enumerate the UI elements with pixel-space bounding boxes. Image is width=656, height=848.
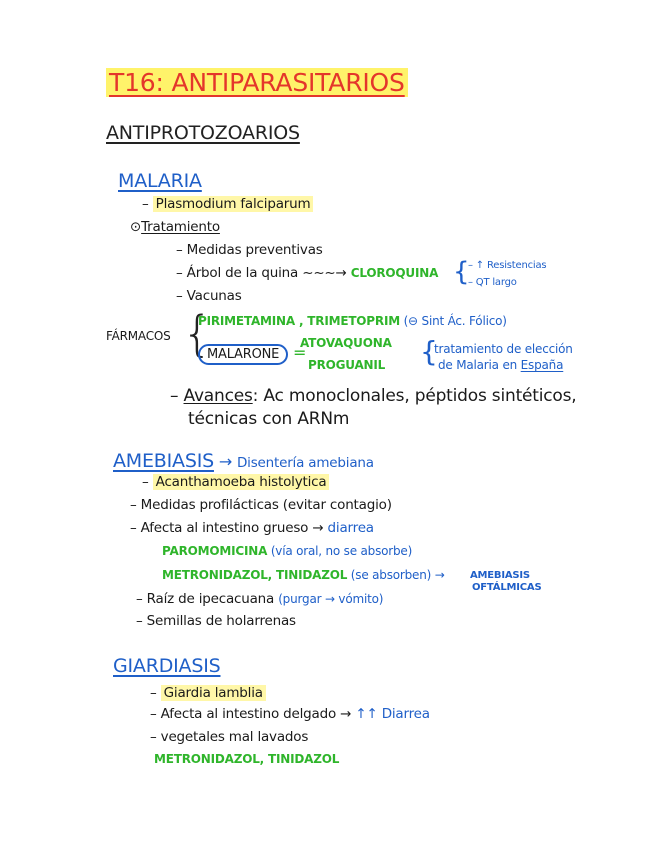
amebiasis-item-2: – Afecta al intestino grueso → diarrea xyxy=(130,520,374,536)
giardiasis-organism: Giardia lamblia xyxy=(161,685,266,701)
malaria-heading: MALARIA xyxy=(118,170,202,192)
tratamiento-label: Tratamiento xyxy=(141,219,220,235)
proguanil: PROGUANIL xyxy=(308,358,386,372)
qt-largo-note: – QT largo xyxy=(468,277,517,288)
section-heading-antiprotozoarios: ANTIPROTOZOARIOS xyxy=(106,122,300,144)
eleccion-line-2 xyxy=(438,358,563,372)
malarone-eq: = xyxy=(293,343,307,362)
pirimetamina-line xyxy=(198,314,507,328)
malaria-organism-line: – Plasmodium falciparum xyxy=(142,196,313,212)
malaria-item-2-text: Árbol de la quina xyxy=(186,265,299,281)
amebiasis-item-2-arrow: → xyxy=(312,520,324,536)
bullet-icon: ⊙ xyxy=(130,219,142,235)
metronidazol-arrow: → xyxy=(434,568,445,582)
malaria-item-1-text: Medidas preventivas xyxy=(186,242,323,258)
eleccion-line-1: tratamiento de elección xyxy=(434,342,573,356)
avances-label: Avances xyxy=(183,386,253,406)
malarone-pill: MALARONE xyxy=(198,344,288,365)
amebiasis-arrow: → xyxy=(218,452,233,471)
avances-text-1: : Ac monoclonales, péptidos sintéticos, xyxy=(252,386,577,406)
semillas-text: Semillas de holarrenas xyxy=(146,613,296,629)
diarrea: diarrea xyxy=(327,520,374,536)
giardiasis-diarrea: ↑↑ Diarrea xyxy=(355,706,430,722)
paromomicina-line xyxy=(162,544,412,558)
brace-icon: { xyxy=(453,257,470,287)
raiz-line: – Raíz de ipecacuana (purgar → vómito) xyxy=(136,591,384,607)
semillas-line: – Semillas de holarrenas xyxy=(136,613,296,629)
espana: España xyxy=(520,358,564,372)
amebiasis-item-1: – Medidas profilácticas (evitar contagio) xyxy=(130,497,392,513)
disenteria: Disentería amebiana xyxy=(236,455,374,471)
paromomicina-note: (vía oral, no se absorbe) xyxy=(270,544,413,558)
cloroquina: CLOROQUINA xyxy=(350,266,439,280)
giardiasis-item-1-arrow: → xyxy=(340,706,352,722)
qt-largo-text: QT largo xyxy=(475,277,517,288)
amebiasis-ext-1: AMEBIASIS xyxy=(470,570,530,581)
avances-line-2: técnicas con ARNm xyxy=(188,409,350,429)
resistencias-text: ↑ Resistencias xyxy=(475,260,547,271)
giardiasis-item-2-text: vegetales mal lavados xyxy=(160,729,309,745)
paromomicina: PAROMOMICINA xyxy=(162,544,268,558)
giardiasis-drugs: METRONIDAZOL, TINIDAZOL xyxy=(154,752,340,766)
farmacos-label: FÁRMACOS xyxy=(106,329,171,343)
malarone-line xyxy=(198,343,306,362)
amebiasis-item-1-text: Medidas profilácticas (evitar contagio) xyxy=(140,497,392,513)
pirimetamina-note: (⊖ Sint Ác. Fólico) xyxy=(403,314,507,328)
raiz-note: (purgar → vómito) xyxy=(278,592,384,606)
amebiasis-ext-2: OFTÁLMICAS xyxy=(472,582,542,593)
eleccion-brace-icon: { xyxy=(420,335,438,368)
tratamiento-line xyxy=(130,219,220,235)
giardiasis-organism-line: – Giardia lamblia xyxy=(150,685,266,701)
resistencias-note: – ↑ Resistencias xyxy=(468,260,547,271)
metronidazol-note: (se absorben) xyxy=(350,568,432,582)
avances-line-1: – Avances: Ac monoclonales, péptidos sintéticos, xyxy=(170,386,577,406)
amebiasis-heading-line xyxy=(113,450,374,472)
malaria-item-3-text: Vacunas xyxy=(186,288,242,304)
atovaquona: ATOVAQUONA xyxy=(300,336,392,350)
metronidazol: METRONIDAZOL, TINIDAZOL xyxy=(162,568,348,582)
farmacos-brace-icon: { xyxy=(182,306,213,362)
malaria-item-3: – Vacunas xyxy=(176,288,242,304)
malaria-item-1: – Medidas preventivas xyxy=(176,242,323,258)
amebiasis-heading: AMEBIASIS xyxy=(113,450,214,472)
giardiasis-heading: GIARDIASIS xyxy=(113,655,221,677)
raiz-text: Raíz de ipecacuana xyxy=(146,591,275,607)
eleccion-text-2: de Malaria en xyxy=(438,358,518,372)
malaria-organism: Plasmodium falciparum xyxy=(153,196,314,212)
amebiasis-organism-line: – Acanthamoeba histolytica xyxy=(142,474,329,490)
page-title xyxy=(106,68,408,97)
malaria-item-2: – Árbol de la quina ~~~→ CLOROQUINA xyxy=(176,265,439,281)
amebiasis-item-2-text: Afecta al intestino grueso xyxy=(140,520,309,536)
page-title-text: T16: ANTIPARASITARIOS xyxy=(106,68,408,97)
metronidazol-line xyxy=(162,568,445,582)
quina-arrow: ~~~→ xyxy=(302,265,347,281)
pirimetamina: PIRIMETAMINA , TRIMETOPRIM xyxy=(198,314,400,328)
giardiasis-item-1-text: Afecta al intestino delgado xyxy=(160,706,337,722)
amebiasis-organism: Acanthamoeba histolytica xyxy=(153,474,330,490)
giardiasis-item-1: – Afecta al intestino delgado → ↑↑ Diarrea xyxy=(150,706,430,722)
giardiasis-item-2: – vegetales mal lavados xyxy=(150,729,309,745)
